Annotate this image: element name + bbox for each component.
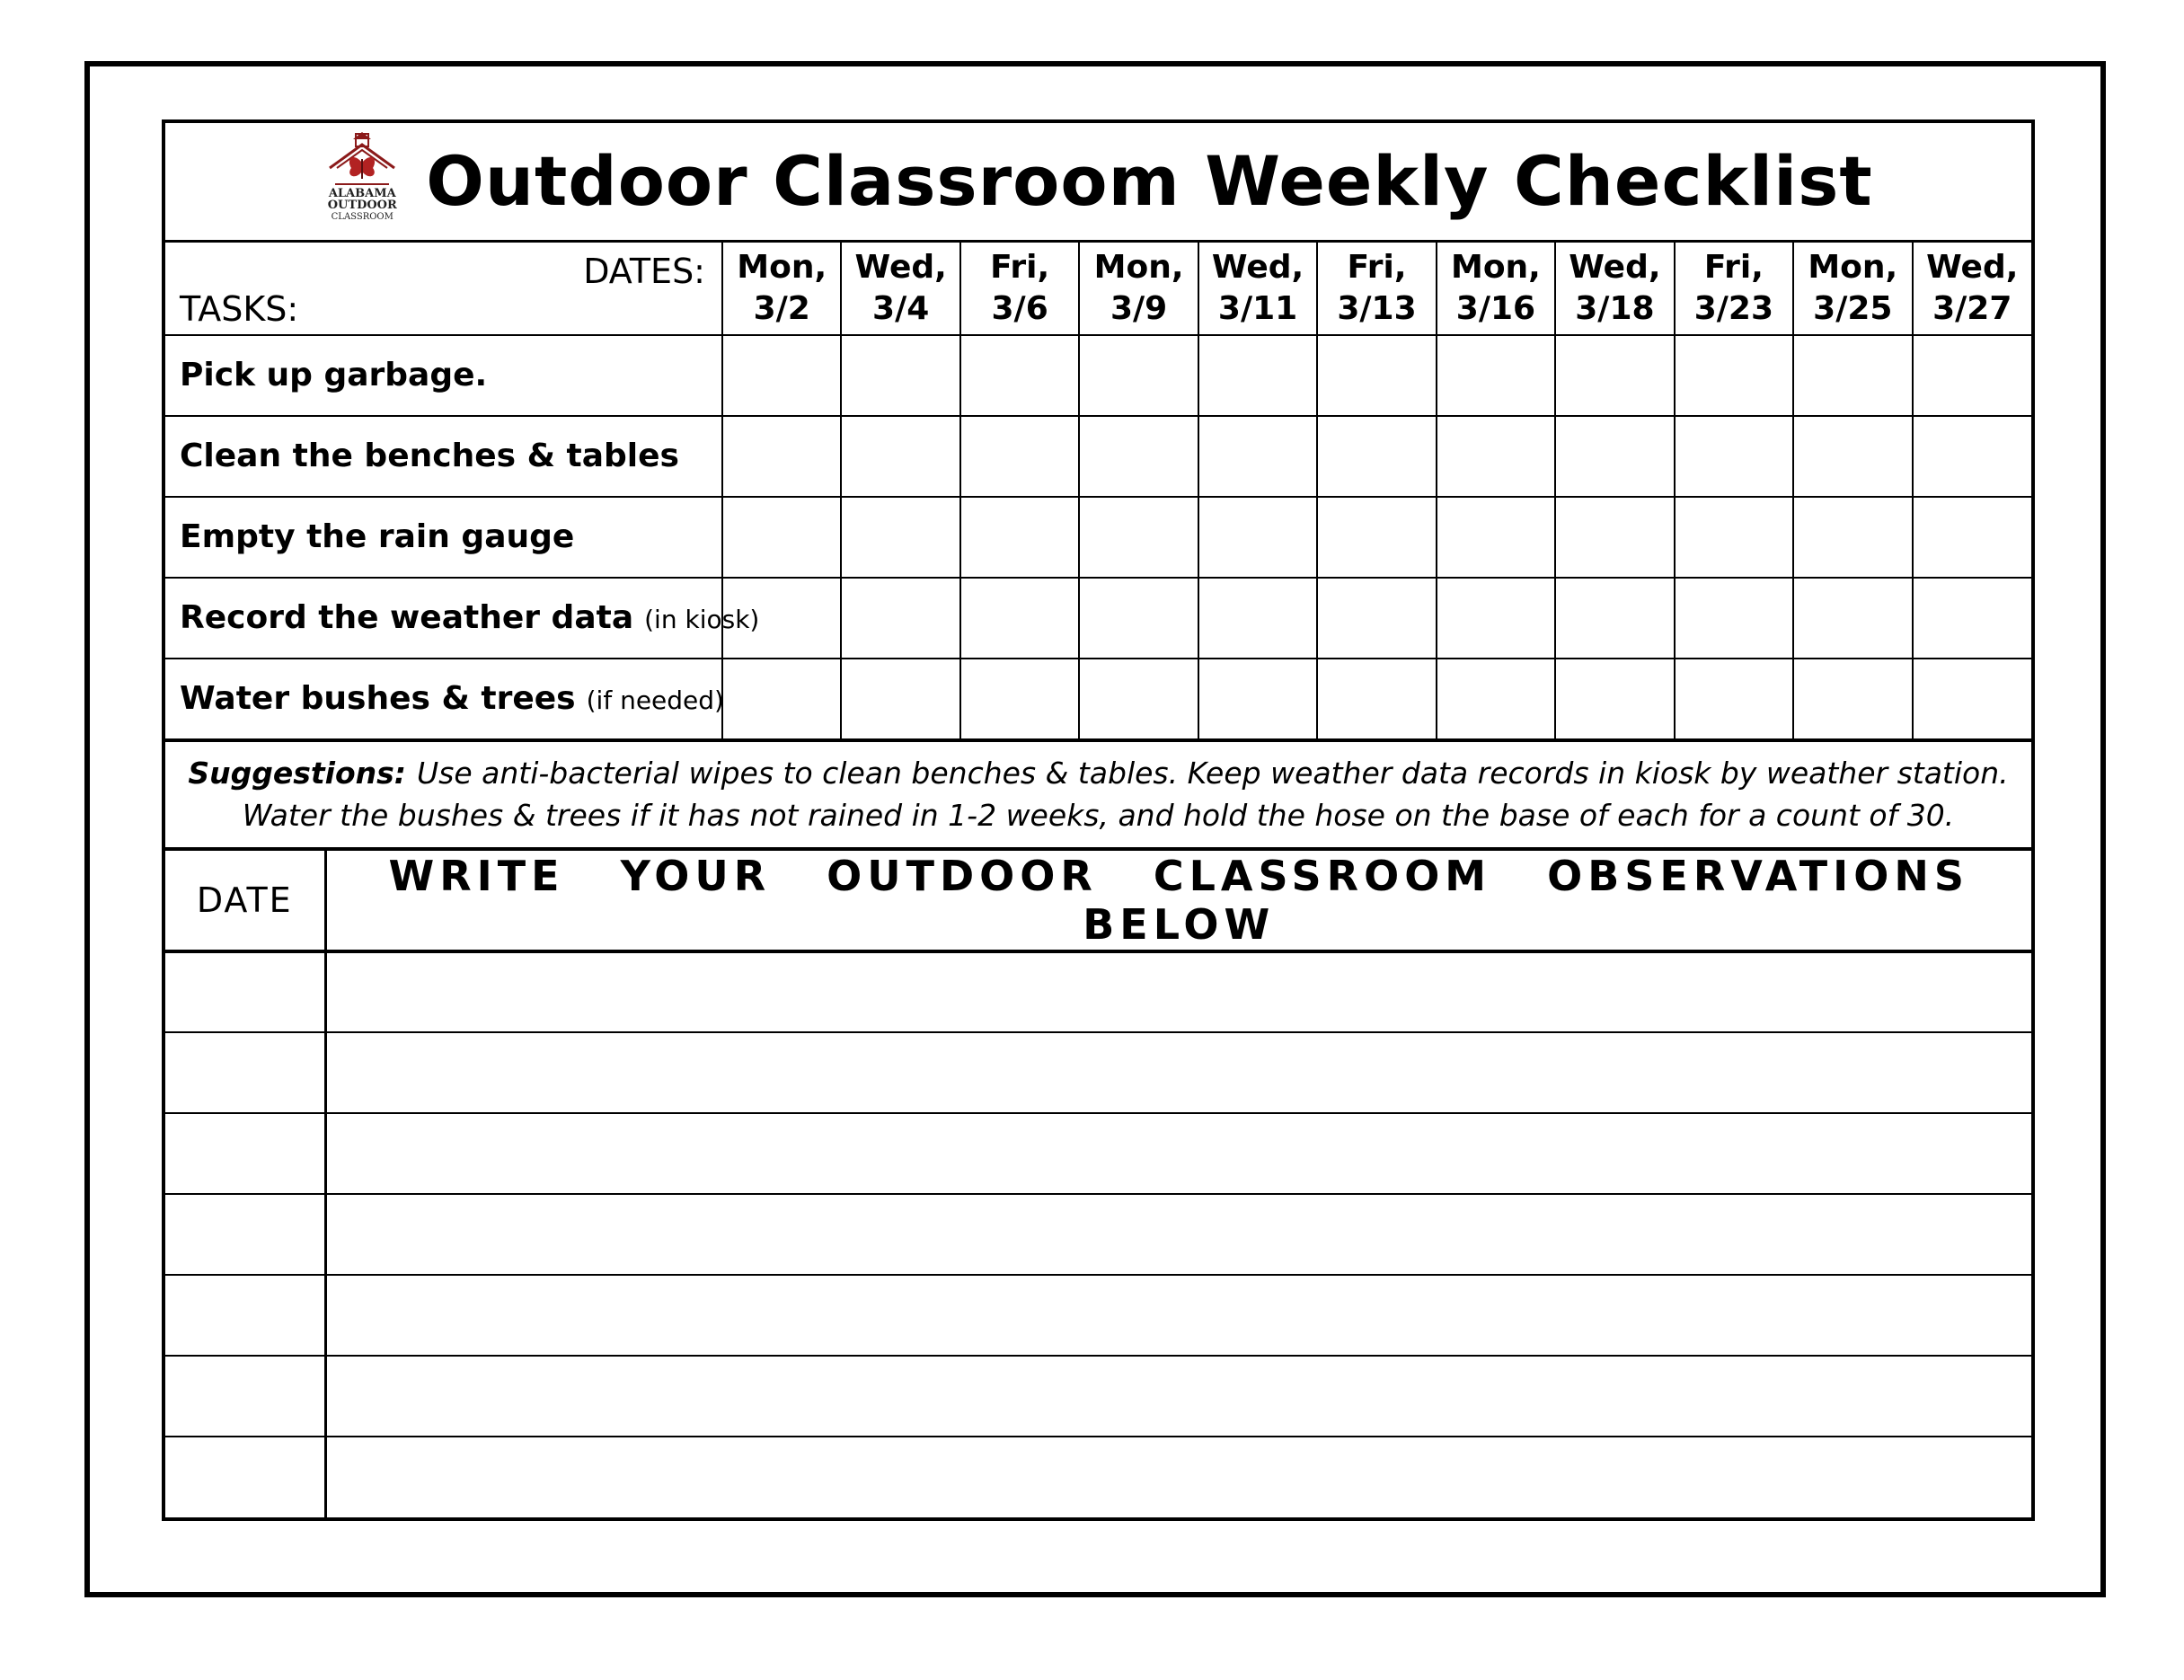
check-cell[interactable] xyxy=(1317,416,1436,497)
check-cell[interactable] xyxy=(1913,497,2031,578)
observations-header-row xyxy=(165,851,2031,951)
check-cell[interactable] xyxy=(1437,497,1555,578)
check-cell[interactable] xyxy=(1555,497,1674,578)
suggestions-text-2: Water the bushes & trees if it has not rained in 1-2 weeks, and hold the hose on the base of each for a count of 30. xyxy=(242,798,1955,834)
tasks-label: TASKS: xyxy=(180,288,299,329)
tasks-table xyxy=(165,243,2031,740)
check-cell[interactable] xyxy=(722,335,841,416)
observation-row xyxy=(165,1275,2031,1356)
date-header xyxy=(1079,243,1198,335)
observation-row xyxy=(165,1032,2031,1113)
observation-date-cell[interactable] xyxy=(165,1113,325,1194)
observations-title: WRITE YOUR OUTDOOR CLASSROOM OBSERVATIONS BELOW xyxy=(325,851,2031,951)
check-cell[interactable] xyxy=(722,659,841,739)
task-name: Pick up garbage. xyxy=(180,357,488,394)
observation-text-cell[interactable] xyxy=(325,1356,2031,1437)
schoolhouse-butterfly-icon xyxy=(326,132,398,188)
check-cell[interactable] xyxy=(1675,416,1793,497)
check-cell[interactable] xyxy=(1079,578,1198,659)
observation-row xyxy=(165,951,2031,1032)
observation-date-header: DATE xyxy=(165,851,325,951)
date-day: Fri, xyxy=(1703,248,1764,286)
observation-date-cell[interactable] xyxy=(165,1032,325,1113)
check-cell[interactable] xyxy=(1675,659,1793,739)
date-day: Mon, xyxy=(1093,248,1184,286)
check-cell[interactable] xyxy=(1079,497,1198,578)
date-header xyxy=(1913,243,2031,335)
date-value: 3/27 xyxy=(1932,289,2012,327)
logo-line-2: OUTDOOR xyxy=(327,198,397,212)
check-cell[interactable] xyxy=(841,659,959,739)
check-cell[interactable] xyxy=(1793,416,1912,497)
date-value: 3/23 xyxy=(1693,289,1773,327)
date-day: Wed, xyxy=(1211,248,1304,286)
observations-table xyxy=(165,851,2031,1517)
date-day: Wed, xyxy=(1569,248,1661,286)
check-cell[interactable] xyxy=(1198,578,1317,659)
task-note: (in kiosk) xyxy=(644,605,760,635)
task-label-cell xyxy=(165,497,722,578)
check-cell[interactable] xyxy=(1079,335,1198,416)
date-value: 3/13 xyxy=(1337,289,1417,327)
check-cell[interactable] xyxy=(1913,578,2031,659)
check-cell[interactable] xyxy=(841,497,959,578)
check-cell[interactable] xyxy=(1317,497,1436,578)
date-value: 3/11 xyxy=(1217,289,1298,327)
date-day: Mon, xyxy=(737,248,827,286)
task-name: Empty the rain gauge xyxy=(180,518,575,556)
check-cell[interactable] xyxy=(960,335,1079,416)
task-label-cell xyxy=(165,578,760,659)
task-label-cell xyxy=(165,416,722,497)
observation-text-cell[interactable] xyxy=(325,1275,2031,1356)
check-cell[interactable] xyxy=(1317,335,1436,416)
check-cell[interactable] xyxy=(722,497,841,578)
date-header xyxy=(1675,243,1793,335)
task-row xyxy=(165,335,2031,416)
check-cell[interactable] xyxy=(1555,335,1674,416)
date-value: 3/25 xyxy=(1813,289,1893,327)
date-day: Fri, xyxy=(1347,248,1407,286)
date-header xyxy=(1198,243,1317,335)
check-cell[interactable] xyxy=(1675,497,1793,578)
date-day: Mon, xyxy=(1808,248,1898,286)
check-cell[interactable] xyxy=(1793,578,1912,659)
observation-date-cell[interactable] xyxy=(165,951,325,1032)
check-cell[interactable] xyxy=(1793,659,1912,739)
check-cell[interactable] xyxy=(1675,335,1793,416)
tasks-header-row xyxy=(165,243,2031,335)
check-cell[interactable] xyxy=(1913,335,2031,416)
suggestions-text-1: Use anti-bacterial wipes to clean benches & tables. Keep weather data records in kiosk by weather station. xyxy=(416,756,2009,791)
check-cell[interactable] xyxy=(1555,416,1674,497)
task-note: (if needed) xyxy=(586,685,724,716)
check-cell[interactable] xyxy=(1555,659,1674,739)
check-cell[interactable] xyxy=(1913,659,2031,739)
check-cell[interactable] xyxy=(1198,335,1317,416)
check-cell[interactable] xyxy=(960,497,1079,578)
date-header xyxy=(1793,243,1912,335)
date-header xyxy=(841,243,959,335)
suggestions-line-1 xyxy=(188,752,2008,794)
check-cell[interactable] xyxy=(1675,578,1793,659)
date-day: Fri, xyxy=(990,248,1050,286)
logo-line-3: CLASSROOM xyxy=(331,211,393,222)
date-day: Wed, xyxy=(1926,248,2019,286)
observation-text-cell[interactable] xyxy=(325,1113,2031,1194)
date-header xyxy=(1317,243,1436,335)
check-cell[interactable] xyxy=(1198,416,1317,497)
task-label-cell xyxy=(165,659,722,739)
task-name: Clean the benches & tables xyxy=(180,438,679,475)
task-row xyxy=(165,416,2031,497)
date-header xyxy=(1437,243,1555,335)
check-cell[interactable] xyxy=(1437,578,1555,659)
check-cell[interactable] xyxy=(841,416,959,497)
check-cell[interactable] xyxy=(1555,578,1674,659)
date-value: 3/16 xyxy=(1455,289,1536,327)
check-cell[interactable] xyxy=(1079,659,1198,739)
observation-date-cell[interactable] xyxy=(165,1275,325,1356)
observation-date-cell[interactable] xyxy=(165,1194,325,1275)
date-header xyxy=(1555,243,1674,335)
check-cell[interactable] xyxy=(1793,497,1912,578)
check-cell[interactable] xyxy=(960,659,1079,739)
date-value: 3/4 xyxy=(872,289,930,327)
observation-text-cell[interactable] xyxy=(325,1437,2031,1517)
tasks-header-cell xyxy=(165,243,722,335)
page-title: Outdoor Classroom Weekly Checklist xyxy=(426,141,1873,222)
task-label-cell xyxy=(165,335,722,416)
task-row xyxy=(165,497,2031,578)
check-cell[interactable] xyxy=(1913,416,2031,497)
title-row xyxy=(165,123,2031,243)
check-cell[interactable] xyxy=(1437,659,1555,739)
observation-row xyxy=(165,1194,2031,1275)
check-cell[interactable] xyxy=(841,335,959,416)
observation-text-cell[interactable] xyxy=(325,1194,2031,1275)
check-cell[interactable] xyxy=(722,416,841,497)
date-value: 3/9 xyxy=(1110,289,1168,327)
check-cell[interactable] xyxy=(1317,659,1436,739)
task-row xyxy=(165,578,2031,659)
alabama-outdoor-classroom-logo xyxy=(323,132,401,231)
date-header xyxy=(722,243,841,335)
observation-text-cell[interactable] xyxy=(325,1032,2031,1113)
suggestions-box xyxy=(165,740,2031,851)
date-day: Wed, xyxy=(854,248,947,286)
observation-date-cell[interactable] xyxy=(165,1356,325,1437)
task-name: Record the weather data xyxy=(180,599,634,637)
check-cell[interactable] xyxy=(960,578,1079,659)
date-value: 3/2 xyxy=(753,289,810,327)
check-cell[interactable] xyxy=(1437,335,1555,416)
check-cell[interactable] xyxy=(1793,335,1912,416)
checklist-sheet xyxy=(162,119,2035,1521)
check-cell[interactable] xyxy=(960,416,1079,497)
suggestions-label: Suggestions: xyxy=(188,756,406,791)
observation-date-cell[interactable] xyxy=(165,1437,325,1517)
logo-line-1: ALABAMA xyxy=(328,186,396,200)
check-cell[interactable] xyxy=(1317,578,1436,659)
date-day: Mon, xyxy=(1451,248,1541,286)
check-cell[interactable] xyxy=(1198,659,1317,739)
task-row xyxy=(165,659,2031,739)
check-cell[interactable] xyxy=(1079,416,1198,497)
check-cell[interactable] xyxy=(841,578,959,659)
date-value: 3/18 xyxy=(1575,289,1655,327)
task-name: Water bushes & trees xyxy=(180,680,576,718)
observation-text-cell[interactable] xyxy=(325,951,2031,1032)
dates-label: DATES: xyxy=(583,251,705,291)
date-value: 3/6 xyxy=(991,289,1048,327)
observation-row xyxy=(165,1356,2031,1437)
observation-row xyxy=(165,1437,2031,1517)
observation-row xyxy=(165,1113,2031,1194)
check-cell[interactable] xyxy=(1198,497,1317,578)
check-cell[interactable] xyxy=(1437,416,1555,497)
date-header xyxy=(960,243,1079,335)
